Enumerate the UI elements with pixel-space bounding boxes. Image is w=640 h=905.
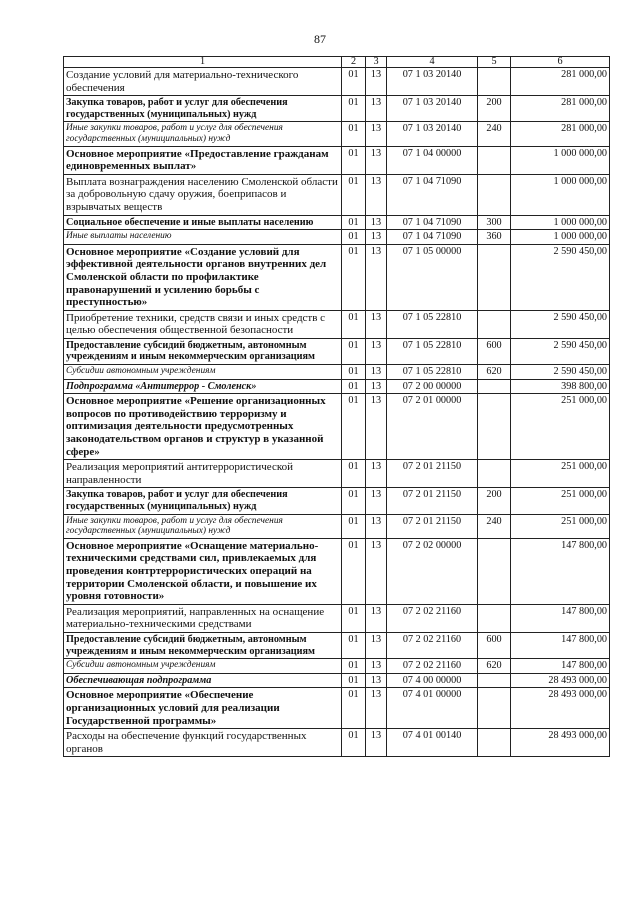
amount-cell: 147 800,00 [511,659,610,674]
section-code-cell: 01 [342,68,366,96]
item-name-cell: Закупка товаров, работ и услуг для обеспечения государственных (муниципальных) нужд [64,488,342,514]
section-code-cell: 01 [342,146,366,174]
subsection-code-cell: 13 [366,68,387,96]
item-name-cell: Приобретение техники, средств связи и иных средств с целью обеспечения общественной безопасности [64,310,342,338]
expense-type-cell [478,174,511,215]
item-name-cell: Обеспечивающая подпрограмма [64,673,342,688]
column-header: 6 [511,57,610,68]
column-header: 5 [478,57,511,68]
expense-type-cell [478,394,511,460]
item-name-cell: Предоставление субсидий бюджетным, автономным учреждениям и иным некоммерческим организациям [64,338,342,364]
subsection-code-cell: 13 [366,122,387,146]
table-row [64,729,610,757]
table-row [64,215,610,230]
target-article-cell: 07 2 01 00000 [387,394,478,460]
section-code-cell: 01 [342,365,366,380]
column-header: 3 [366,57,387,68]
table-row [64,538,610,604]
expense-type-cell [478,538,511,604]
table-header-row [64,57,610,68]
subsection-code-cell: 13 [366,673,387,688]
target-article-cell: 07 2 01 21150 [387,488,478,514]
table-row [64,488,610,514]
column-header: 1 [64,57,342,68]
target-article-cell: 07 1 05 22810 [387,365,478,380]
item-name-cell: Социальное обеспечение и иные выплаты населению [64,215,342,230]
table-row [64,460,610,488]
table-row [64,514,610,538]
subsection-code-cell: 13 [366,632,387,658]
amount-cell: 28 493 000,00 [511,729,610,757]
subsection-code-cell: 13 [366,365,387,380]
expense-type-cell: 600 [478,338,511,364]
subsection-code-cell: 13 [366,659,387,674]
expense-type-cell [478,379,511,394]
table-row [64,659,610,674]
target-article-cell: 07 1 04 71090 [387,230,478,245]
table-row [64,244,610,310]
amount-cell: 147 800,00 [511,538,610,604]
subsection-code-cell: 13 [366,394,387,460]
item-name-cell: Основное мероприятие «Обеспечение организационных условий для реализации Государственной программы» [64,688,342,729]
subsection-code-cell: 13 [366,514,387,538]
amount-cell: 2 590 450,00 [511,310,610,338]
section-code-cell: 01 [342,460,366,488]
expense-type-cell: 240 [478,514,511,538]
target-article-cell: 07 2 02 21160 [387,632,478,658]
amount-cell: 1 000 000,00 [511,174,610,215]
target-article-cell: 07 1 04 71090 [387,174,478,215]
target-article-cell: 07 2 00 00000 [387,379,478,394]
item-name-cell: Иные закупки товаров, работ и услуг для обеспечения государственных (муниципальных) нужд [64,514,342,538]
target-article-cell: 07 2 02 00000 [387,538,478,604]
target-article-cell: 07 1 04 00000 [387,146,478,174]
table-row [64,310,610,338]
amount-cell: 251 000,00 [511,460,610,488]
amount-cell: 28 493 000,00 [511,673,610,688]
item-name-cell: Предоставление субсидий бюджетным, автономным учреждениям и иным некоммерческим организациям [64,632,342,658]
item-name-cell: Иные закупки товаров, работ и услуг для обеспечения государственных (муниципальных) нужд [64,122,342,146]
amount-cell: 2 590 450,00 [511,338,610,364]
amount-cell: 281 000,00 [511,96,610,122]
item-name-cell: Расходы на обеспечение функций государственных органов [64,729,342,757]
section-code-cell: 01 [342,673,366,688]
column-header: 4 [387,57,478,68]
target-article-cell: 07 2 02 21160 [387,604,478,632]
item-name-cell: Подпрограмма «Антитеррор - Смоленск» [64,379,342,394]
item-name-cell: Субсидии автономным учреждениям [64,659,342,674]
subsection-code-cell: 13 [366,215,387,230]
amount-cell: 398 800,00 [511,379,610,394]
table-row [64,174,610,215]
page-number: 87 [314,32,326,46]
section-code-cell: 01 [342,96,366,122]
item-name-cell: Субсидии автономным учреждениям [64,365,342,380]
target-article-cell: 07 1 03 20140 [387,122,478,146]
amount-cell: 281 000,00 [511,68,610,96]
expense-type-cell [478,729,511,757]
target-article-cell: 07 1 03 20140 [387,68,478,96]
amount-cell: 1 000 000,00 [511,230,610,245]
item-name-cell: Реализация мероприятий, направленных на оснащение материально-техническими средствами [64,604,342,632]
amount-cell: 2 590 450,00 [511,365,610,380]
subsection-code-cell: 13 [366,538,387,604]
item-name-cell: Выплата вознаграждения населению Смоленской области за добровольную сдачу оружия, боеприпасов и взрывчатых веществ [64,174,342,215]
budget-table [63,56,610,757]
item-name-cell: Основное мероприятие «Предоставление гражданам единовременных выплат» [64,146,342,174]
section-code-cell: 01 [342,514,366,538]
expense-type-cell: 600 [478,632,511,658]
target-article-cell: 07 1 05 00000 [387,244,478,310]
section-code-cell: 01 [342,488,366,514]
expense-type-cell: 360 [478,230,511,245]
amount-cell: 28 493 000,00 [511,688,610,729]
item-name-cell: Основное мероприятие «Решение организационных вопросов по противодействию терроризму и оптимизация деятельности предусмотренных законодательством органов и структур в указанной сфере» [64,394,342,460]
table-row [64,68,610,96]
section-code-cell: 01 [342,230,366,245]
subsection-code-cell: 13 [366,146,387,174]
section-code-cell: 01 [342,538,366,604]
section-code-cell: 01 [342,632,366,658]
table-row [64,688,610,729]
expense-type-cell [478,688,511,729]
section-code-cell: 01 [342,310,366,338]
table-row [64,394,610,460]
amount-cell: 251 000,00 [511,514,610,538]
section-code-cell: 01 [342,174,366,215]
section-code-cell: 01 [342,122,366,146]
table-row [64,365,610,380]
subsection-code-cell: 13 [366,310,387,338]
section-code-cell: 01 [342,338,366,364]
subsection-code-cell: 13 [366,488,387,514]
item-name-cell: Иные выплаты населению [64,230,342,245]
subsection-code-cell: 13 [366,230,387,245]
table-row [64,338,610,364]
expense-type-cell: 620 [478,365,511,380]
item-name-cell: Закупка товаров, работ и услуг для обеспечения государственных (муниципальных) нужд [64,96,342,122]
section-code-cell: 01 [342,215,366,230]
subsection-code-cell: 13 [366,96,387,122]
table-row [64,146,610,174]
target-article-cell: 07 4 00 00000 [387,673,478,688]
table-row [64,96,610,122]
section-code-cell: 01 [342,729,366,757]
table-row [64,673,610,688]
expense-type-cell [478,244,511,310]
subsection-code-cell: 13 [366,174,387,215]
target-article-cell: 07 1 03 20140 [387,96,478,122]
table-row [64,632,610,658]
expense-type-cell [478,68,511,96]
amount-cell: 147 800,00 [511,604,610,632]
table-row [64,122,610,146]
amount-cell: 251 000,00 [511,394,610,460]
subsection-code-cell: 13 [366,244,387,310]
table-row [64,604,610,632]
table-row [64,379,610,394]
expense-type-cell: 620 [478,659,511,674]
table-body [64,68,610,757]
section-code-cell: 01 [342,659,366,674]
subsection-code-cell: 13 [366,688,387,729]
item-name-cell: Реализация мероприятий антитеррористической направленности [64,460,342,488]
amount-cell: 1 000 000,00 [511,215,610,230]
subsection-code-cell: 13 [366,338,387,364]
target-article-cell: 07 2 01 21150 [387,460,478,488]
expense-type-cell: 200 [478,488,511,514]
amount-cell: 147 800,00 [511,632,610,658]
item-name-cell: Создание условий для материально-технического обеспечения [64,68,342,96]
expense-type-cell [478,146,511,174]
subsection-code-cell: 13 [366,379,387,394]
expense-type-cell [478,460,511,488]
expense-type-cell [478,604,511,632]
subsection-code-cell: 13 [366,604,387,632]
table-row [64,230,610,245]
target-article-cell: 07 2 01 21150 [387,514,478,538]
section-code-cell: 01 [342,379,366,394]
section-code-cell: 01 [342,688,366,729]
section-code-cell: 01 [342,244,366,310]
target-article-cell: 07 1 04 71090 [387,215,478,230]
amount-cell: 281 000,00 [511,122,610,146]
expense-type-cell: 240 [478,122,511,146]
item-name-cell: Основное мероприятие «Создание условий для эффективной деятельности органов внутренних дел Смоленской области по профилактике правонарушений и усилению борьбы с преступностью» [64,244,342,310]
subsection-code-cell: 13 [366,460,387,488]
target-article-cell: 07 2 02 21160 [387,659,478,674]
expense-type-cell: 300 [478,215,511,230]
expense-type-cell [478,673,511,688]
target-article-cell: 07 1 05 22810 [387,310,478,338]
amount-cell: 1 000 000,00 [511,146,610,174]
section-code-cell: 01 [342,604,366,632]
target-article-cell: 07 4 01 00000 [387,688,478,729]
column-header: 2 [342,57,366,68]
amount-cell: 2 590 450,00 [511,244,610,310]
amount-cell: 251 000,00 [511,488,610,514]
item-name-cell: Основное мероприятие «Оснащение материально-техническими средствами сил, привлекаемых для проведения контртеррористических операций на территории Смоленской области, и повышение их уровня готовности» [64,538,342,604]
section-code-cell: 01 [342,394,366,460]
expense-type-cell: 200 [478,96,511,122]
target-article-cell: 07 4 01 00140 [387,729,478,757]
target-article-cell: 07 1 05 22810 [387,338,478,364]
subsection-code-cell: 13 [366,729,387,757]
expense-type-cell [478,310,511,338]
